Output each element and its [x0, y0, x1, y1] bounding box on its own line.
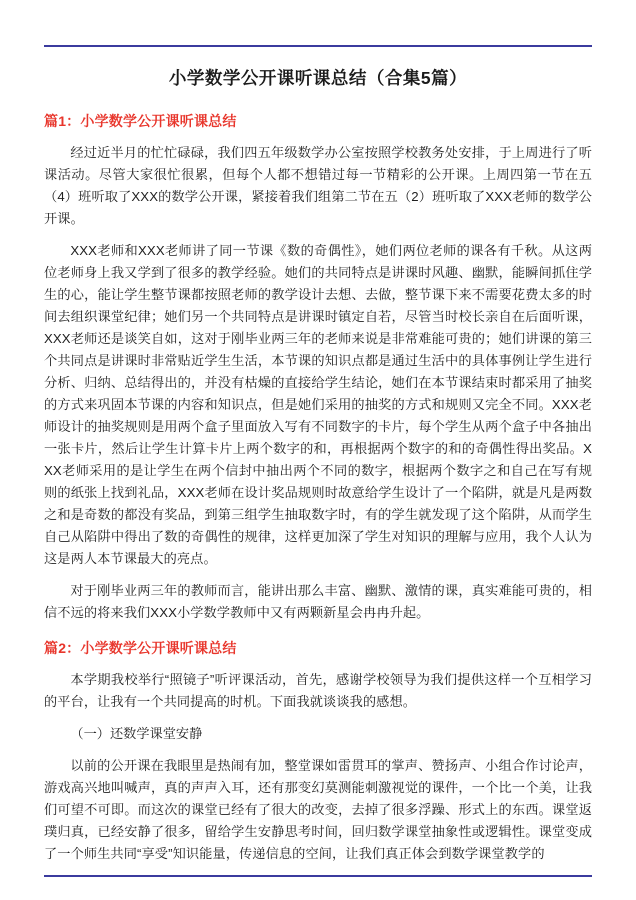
paragraph-2-2: 以前的公开课在我眼里是热闹有加，整堂课如雷贯耳的掌声、赞扬声、小组合作讨论声，游戏高兴地叫喊声，真的声声入耳，还有那变幻莫测能刺激视觉的课件，一个比一个美，让我们可望不可即。而这次的课堂已经有了很大的改变，去掉了很多浮躁、形式上的东西。课堂返璞归真，已经安静了很多，留给学生安静思考时间，回归数学课堂抽象性或逻辑性。课堂变成了一个师生共同“享受”知识能量，传递信息的空间，让我们真正体会到数学课堂教学的: [44, 757, 592, 861]
section-heading-1: 篇1：小学数学公开课听课总结: [44, 112, 237, 129]
bottom-divider-rule: [44, 875, 592, 877]
paragraph-1-3: 对于刚毕业两三年的教师而言，能讲出那么丰富、幽默、激情的课，真实难能可贵的，相信不远的将来我们XXX小学数学教师中又有两颗新星会冉冉升起。: [44, 582, 592, 620]
subsection-heading-2-1: （一）还数学课堂安静: [70, 725, 203, 741]
paragraph-2-1: 本学期我校举行“照镜子”听评课活动，首先，感谢学校领导为我们提供这样一个互相学习的平台，让我有一个共同提高的时机。下面我就谈谈我的感想。: [44, 671, 592, 709]
paragraph-1-2: XXX老师和XXX老师讲了同一节课《数的奇偶性》，她们两位老师的课各有千秋。从这两位老师身上我又学到了很多的教学经验。她们的共同特点是讲课时风趣、幽默，能瞬间抓住学生的心，能让学生整节课都按照老师的教学设计去想、去做，整节课下来不需要花费太多的时间去组织课堂纪律；她们另一个共同特点是讲课时镇定自若，尽管当时校长亲自在后面听课，XXX老师还是谈笑自如，这对于刚毕业两三年的老师来说是非常难能可贵的；她们讲课的第三个共同点是讲课时非常贴近学生生活，本节课的知识点都是通过生活中的具体事例让学生进行分析、归纳、总结得出的，并没有枯燥的直接给学生结论，她们在本节课结束时都采用了抽奖的方式来巩固本节课的内容和知识点，但是她们采用的抽奖的方式和规则又完全不同。XXX老师设计的抽奖规则是用两个盒子里面放入写有不同数字的卡片，每个学生从两个盒子中各抽出一张卡片，然后让学生计算卡片上两个数字的和，再根据两个数字的和的奇偶性得出奖品。XXX老师采用的是让学生在两个信封中抽出两个不同的数字，根据两个数字之和自己在写有规则的纸张上找到礼品，XXX老师在设计奖品规则时故意给学生设计了一个陷阱，就是凡是两数之和是奇数的都没有奖品，到第三组学生抽取数字时，有的学生就发现了这个陷阱，从而学生自己从陷阱中得出了数的奇偶性的规律，这样更加深了学生对知识的理解与应用，我个人认为这是两人本节课最大的亮点。: [44, 242, 592, 566]
document-content: [44, 66, 592, 875]
section-heading-2: 篇2：小学数学公开课听课总结: [44, 639, 237, 656]
page-title: 小学数学公开课听课总结（合集5篇）: [168, 68, 468, 88]
top-divider-rule: [44, 45, 592, 47]
paragraph-1-1: 经过近半月的忙忙碌碌，我们四五年级数学办公室按照学校教务处安排，于上周进行了听课活动。尽管大家很忙很累，但每个人都不想错过每一节精彩的公开课。上周四第一节在五（4）班听取了XXX的数学公开课，紧接着我们组第二节在五（2）班听取了XXX老师的数学公开课。: [44, 144, 592, 226]
